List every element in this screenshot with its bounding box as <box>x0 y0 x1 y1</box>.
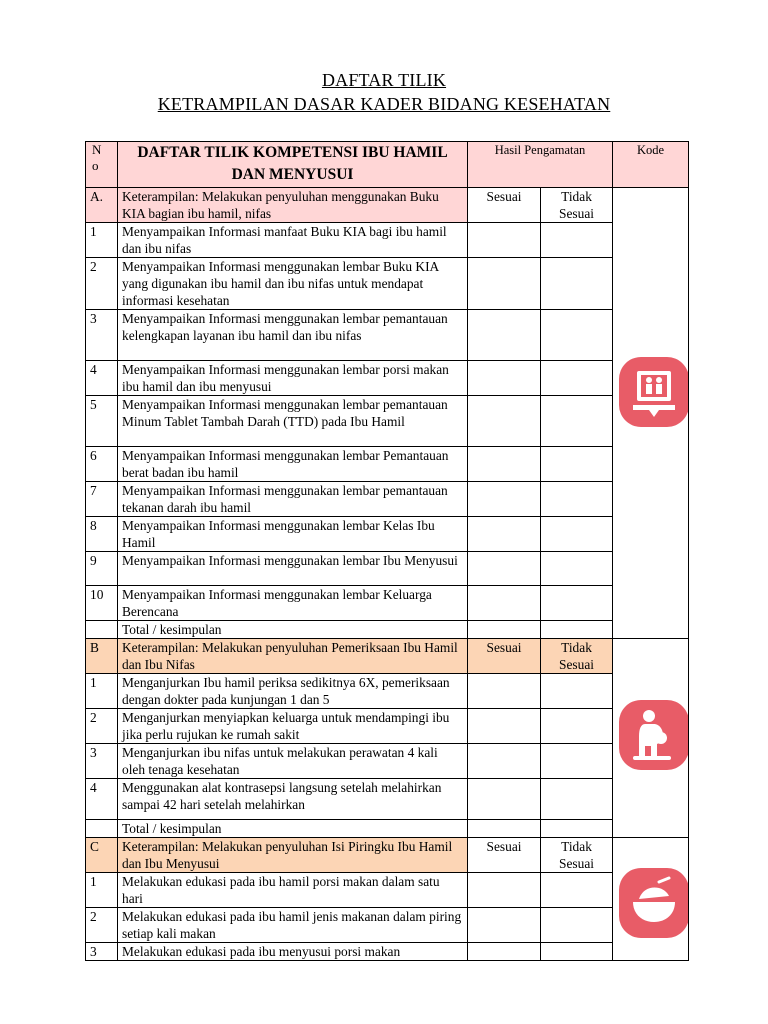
kode-cell-b <box>613 639 689 838</box>
document-subtitle: KETRAMPILAN DASAR KADER BIDANG KESEHATAN <box>157 94 611 114</box>
header-kode: Kode <box>613 142 689 188</box>
sesuai-cell[interactable] <box>468 361 541 396</box>
tidak-sesuai-cell[interactable] <box>541 396 613 447</box>
sesuai-cell[interactable] <box>468 709 541 744</box>
tidak-sesuai-cell[interactable] <box>541 586 613 621</box>
tidak-sesuai-cell[interactable] <box>541 517 613 552</box>
sesuai-cell[interactable] <box>468 258 541 310</box>
item-no: 10 <box>86 586 118 621</box>
sesuai-cell[interactable] <box>468 943 541 961</box>
item-text: Menganjurkan ibu nifas untuk melakukan perawatan 4 kali oleh tenaga kesehatan <box>118 744 468 779</box>
section-c-id: C <box>86 838 118 873</box>
tidak-sesuai-cell[interactable] <box>541 709 613 744</box>
item-text: Menganjurkan Ibu hamil periksa sedikitnya 6X, pemeriksaan dengan dokter pada kunjungan 1 dan 5 <box>118 674 468 709</box>
tidak-sesuai-cell[interactable] <box>541 908 613 943</box>
section-c-skill: Keterampilan: Melakukan penyuluhan Isi Piringku Ibu Hamil dan Ibu Menyusui <box>118 838 468 873</box>
item-text: Menganjurkan menyiapkan keluarga untuk mendampingi ibu jika perlu rujukan ke rumah sakit <box>118 709 468 744</box>
sesuai-cell[interactable] <box>468 586 541 621</box>
item-text: Melakukan edukasi pada ibu menyusui porsi makan <box>118 943 468 961</box>
sesuai-cell[interactable] <box>468 223 541 258</box>
section-b-id: B <box>86 639 118 674</box>
sesuai-cell[interactable] <box>468 621 541 639</box>
item-text: Menyampaikan Informasi menggunakan lembar Ibu Menyusui <box>118 552 468 586</box>
sesuai-cell[interactable] <box>468 482 541 517</box>
tidak-sesuai-cell[interactable] <box>541 482 613 517</box>
tidak-sesuai-cell[interactable] <box>541 873 613 908</box>
sesuai-cell[interactable] <box>468 310 541 361</box>
tidak-sesuai-cell[interactable] <box>541 447 613 482</box>
section-a-skill: Keterampilan: Melakukan penyuluhan menggunakan Buku KIA bagian ibu hamil, nifas <box>118 188 468 223</box>
sesuai-cell[interactable] <box>468 744 541 779</box>
item-no: 2 <box>86 709 118 744</box>
sesuai-cell[interactable] <box>468 779 541 820</box>
item-no: 7 <box>86 482 118 517</box>
tidak-sesuai-cell[interactable] <box>541 674 613 709</box>
item-no: 8 <box>86 517 118 552</box>
book-kia-icon <box>619 357 689 427</box>
item-no: 5 <box>86 396 118 447</box>
tidak-sesuai-cell[interactable] <box>541 744 613 779</box>
item-no: 2 <box>86 258 118 310</box>
item-no: 3 <box>86 310 118 361</box>
item-no: 3 <box>86 744 118 779</box>
item-no: 4 <box>86 361 118 396</box>
section-a-sesuai: Sesuai <box>468 188 541 223</box>
item-text: Menyampaikan Informasi manfaat Buku KIA bagi ibu hamil dan ibu nifas <box>118 223 468 258</box>
item-no: 6 <box>86 447 118 482</box>
item-text: Menyampaikan Informasi menggunakan lembar pemantauan Minum Tablet Tambah Darah (TTD) pada Ibu Hamil <box>118 396 468 447</box>
item-text: Menyampaikan Informasi menggunakan lembar Keluarga Berencana <box>118 586 468 621</box>
item-text: Menyampaikan Informasi menggunakan lembar porsi makan ibu hamil dan ibu menyusui <box>118 361 468 396</box>
section-a-total: Total / kesimpulan <box>118 621 468 639</box>
section-b-total: Total / kesimpulan <box>118 820 468 838</box>
item-text: Melakukan edukasi pada ibu hamil jenis makanan dalam piring setiap kali makan <box>118 908 468 943</box>
tidak-sesuai-cell[interactable] <box>541 779 613 820</box>
section-c-sesuai: Sesuai <box>468 838 541 873</box>
document-title: DAFTAR TILIK <box>321 70 447 90</box>
item-text: Menyampaikan Informasi menggunakan lembar pemantauan kelengkapan layanan ibu hamil dan ibu nifas <box>118 310 468 361</box>
item-no: 1 <box>86 674 118 709</box>
header-hasil-pengamatan: Hasil Pengamatan <box>468 142 613 188</box>
pregnant-woman-icon <box>619 700 689 770</box>
section-a-tidak-sesuai: Tidak Sesuai <box>541 188 613 223</box>
item-no: 1 <box>86 873 118 908</box>
item-text: Menggunakan alat kontrasepsi langsung setelah melahirkan sampai 42 hari setelah melahirkan <box>118 779 468 820</box>
kode-cell-c <box>613 838 689 961</box>
item-no: 1 <box>86 223 118 258</box>
sesuai-cell[interactable] <box>468 873 541 908</box>
sesuai-cell[interactable] <box>468 396 541 447</box>
item-text: Menyampaikan Informasi menggunakan lembar Kelas Ibu Hamil <box>118 517 468 552</box>
section-b-tidak-sesuai: Tidak Sesuai <box>541 639 613 674</box>
item-text: Menyampaikan Informasi menggunakan lembar pemantauan tekanan darah ibu hamil <box>118 482 468 517</box>
tidak-sesuai-cell[interactable] <box>541 621 613 639</box>
tidak-sesuai-cell[interactable] <box>541 310 613 361</box>
food-bowl-icon <box>619 868 689 938</box>
sesuai-cell[interactable] <box>468 447 541 482</box>
sesuai-cell[interactable] <box>468 674 541 709</box>
tidak-sesuai-cell[interactable] <box>541 943 613 961</box>
sesuai-cell[interactable] <box>468 908 541 943</box>
item-text: Menyampaikan Informasi menggunakan lembar Pemantauan berat badan ibu hamil <box>118 447 468 482</box>
tidak-sesuai-cell[interactable] <box>541 820 613 838</box>
sesuai-cell[interactable] <box>468 820 541 838</box>
item-text: Melakukan edukasi pada ibu hamil porsi makan dalam satu hari <box>118 873 468 908</box>
sesuai-cell[interactable] <box>468 517 541 552</box>
tidak-sesuai-cell[interactable] <box>541 552 613 586</box>
header-no: N o <box>86 142 118 188</box>
item-no: 9 <box>86 552 118 586</box>
item-text: Menyampaikan Informasi menggunakan lembar Buku KIA yang digunakan ibu hamil dan ibu nifas untuk mendapat informasi kesehatan <box>118 258 468 310</box>
tidak-sesuai-cell[interactable] <box>541 223 613 258</box>
item-no: 3 <box>86 943 118 961</box>
sesuai-cell[interactable] <box>468 552 541 586</box>
item-no: 2 <box>86 908 118 943</box>
tidak-sesuai-cell[interactable] <box>541 361 613 396</box>
section-b-sesuai: Sesuai <box>468 639 541 674</box>
section-b-skill: Keterampilan: Melakukan penyuluhan Pemeriksaan Ibu Hamil dan Ibu Nifas <box>118 639 468 674</box>
tidak-sesuai-cell[interactable] <box>541 258 613 310</box>
kode-cell-a <box>613 188 689 639</box>
checklist-table <box>85 141 689 961</box>
item-no: 4 <box>86 779 118 820</box>
header-title: DAFTAR TILIK KOMPETENSI IBU HAMIL DAN MENYUSUI <box>118 142 468 188</box>
section-a-id: A. <box>86 188 118 223</box>
section-c-tidak-sesuai: Tidak Sesuai <box>541 838 613 873</box>
